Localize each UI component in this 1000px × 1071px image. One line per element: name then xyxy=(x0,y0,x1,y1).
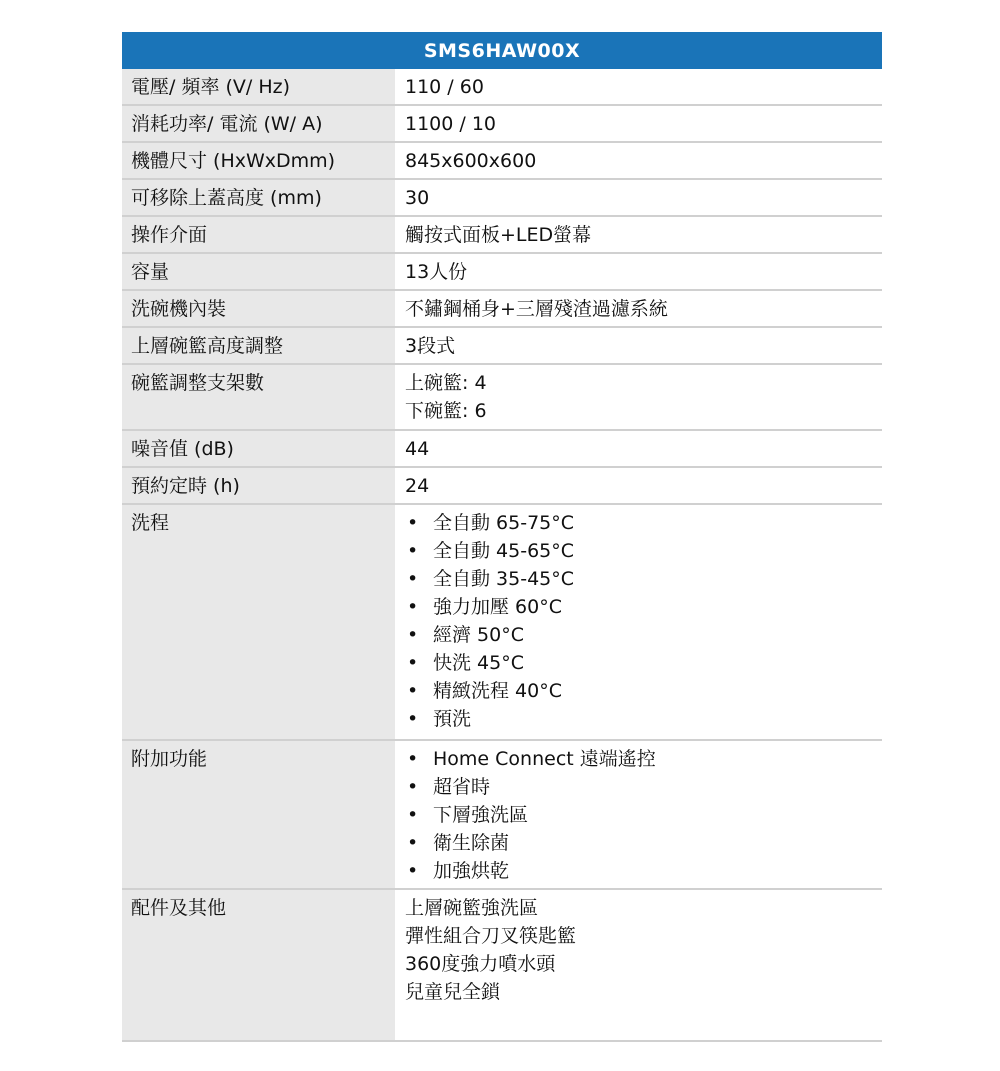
row-value: 3段式 xyxy=(395,328,882,363)
table-row xyxy=(122,890,882,1042)
extra-features-list xyxy=(405,745,882,885)
list-item: • 經濟 50°C xyxy=(405,621,882,649)
list-item: • 快洗 45°C xyxy=(405,649,882,677)
list-item: • 全自動 45-65°C xyxy=(405,537,882,565)
table-row xyxy=(122,468,882,505)
row-value: 44 xyxy=(395,431,882,466)
row-label: 電壓/ 頻率 (V/ Hz) xyxy=(122,69,395,104)
row-value: 24 xyxy=(395,468,882,503)
spec-table xyxy=(122,32,882,1042)
row-label: 噪音值 (dB) xyxy=(122,431,395,466)
table-row xyxy=(122,254,882,291)
value-line: 上層碗籃強洗區 xyxy=(405,897,539,919)
list-item: • 下層強洗區 xyxy=(405,801,882,829)
table-row xyxy=(122,741,882,890)
row-value: 110 / 60 xyxy=(395,69,882,104)
list-item: • 精緻洗程 40°C xyxy=(405,677,882,705)
table-row xyxy=(122,143,882,180)
list-item: • 全自動 65-75°C xyxy=(405,509,882,537)
row-label: 配件及其他 xyxy=(122,890,395,1040)
table-row xyxy=(122,365,882,431)
row-value: 30 xyxy=(395,180,882,215)
value-line: 兒童兒全鎖 xyxy=(405,981,501,1003)
value-line: 彈性組合刀叉筷匙籃 xyxy=(405,925,577,947)
row-value xyxy=(395,890,882,1040)
row-value: 13人份 xyxy=(395,254,882,289)
wash-program-list xyxy=(405,509,882,733)
row-label: 上層碗籃高度調整 xyxy=(122,328,395,363)
row-value xyxy=(395,505,882,739)
table-row xyxy=(122,291,882,328)
value-line: 上碗籃: 4 xyxy=(405,372,487,394)
row-label: 碗籃調整支架數 xyxy=(122,365,395,429)
row-label: 操作介面 xyxy=(122,217,395,252)
row-label: 附加功能 xyxy=(122,741,395,888)
value-line: 360度強力噴水頭 xyxy=(405,953,556,975)
row-value: 不鏽鋼桶身+三層殘渣過濾系統 xyxy=(395,291,882,326)
row-value: 1100 / 10 xyxy=(395,106,882,141)
table-row xyxy=(122,69,882,106)
row-value xyxy=(395,365,882,429)
row-label: 預約定時 (h) xyxy=(122,468,395,503)
row-label: 可移除上蓋高度 (mm) xyxy=(122,180,395,215)
row-label: 洗碗機內裝 xyxy=(122,291,395,326)
row-label: 容量 xyxy=(122,254,395,289)
row-value: 觸按式面板+LED螢幕 xyxy=(395,217,882,252)
table-title: SMS6HAW00X xyxy=(122,32,882,69)
list-item: • 加強烘乾 xyxy=(405,857,882,885)
row-value: 845x600x600 xyxy=(395,143,882,178)
table-row xyxy=(122,217,882,254)
list-item: • 衛生除菌 xyxy=(405,829,882,857)
row-label: 消耗功率/ 電流 (W/ A) xyxy=(122,106,395,141)
list-item: • 超省時 xyxy=(405,773,882,801)
table-row xyxy=(122,505,882,741)
list-item: • Home Connect 遠端遙控 xyxy=(405,745,882,773)
table-row xyxy=(122,180,882,217)
list-item: • 強力加壓 60°C xyxy=(405,593,882,621)
list-item: • 全自動 35-45°C xyxy=(405,565,882,593)
list-item: • 預洗 xyxy=(405,705,882,733)
row-label: 洗程 xyxy=(122,505,395,739)
row-value xyxy=(395,741,882,888)
table-row xyxy=(122,106,882,143)
value-line: 下碗籃: 6 xyxy=(405,400,487,422)
table-row xyxy=(122,431,882,468)
row-label: 機體尺寸 (HxWxDmm) xyxy=(122,143,395,178)
table-row xyxy=(122,328,882,365)
